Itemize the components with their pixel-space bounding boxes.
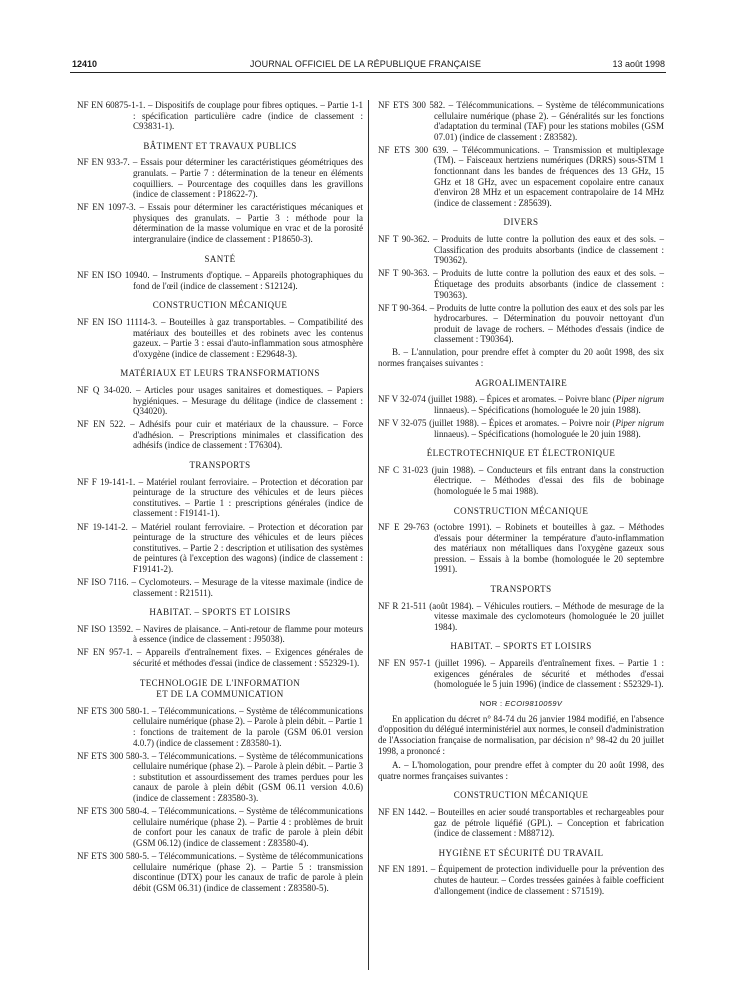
- standard-description: – Épices et aromates. – Poivre blanc (Piper nigrum linnaeus). – Spécifications (homologuée le 20 juin 1988).: [434, 394, 664, 415]
- section-heading: ÉLECTROTECHNIQUE ET ÉLECTRONIQUE: [426, 448, 616, 459]
- standard-entry: [378, 658, 664, 690]
- standard-description: – Articles pour usages sanitaires et domestiques. – Papiers hygiéniques. – Mesurage du délitage (indice de classement : Q34020).: [131, 384, 363, 417]
- standard-code: NF T 90-362.: [378, 234, 430, 245]
- standard-description: – Conducteurs et fils entrant dans la construction électrique. – Méthodes d'essai des fils de bobinage (homologuée le 5 mai 1988).: [434, 464, 664, 496]
- standard-code: NF ETS 300 580-3.: [77, 750, 150, 761]
- standard-entry: [77, 577, 363, 598]
- section-heading: TRANSPORTS: [490, 584, 552, 595]
- standard-entry: [77, 706, 363, 748]
- page-number: 12410: [72, 59, 98, 69]
- standard-code: NF ISO 13592.: [77, 623, 134, 634]
- journal-title: JOURNAL OFFICIEL DE LA RÉPUBLIQUE FRANÇAISE: [249, 59, 482, 69]
- nor-reference: [378, 699, 664, 708]
- section-heading: MATÉRIAUX ET LEURS TRANSFORMATIONS: [120, 368, 320, 379]
- standard-entry: [378, 864, 664, 896]
- section-heading: SANTÉ: [204, 253, 236, 264]
- standard-code: NF ETS 300 580-5.: [77, 851, 150, 862]
- standard-entry: [77, 157, 363, 199]
- section-heading: ET DE LA COMMUNICATION: [156, 689, 284, 700]
- standard-entry: [378, 145, 664, 209]
- standard-description: – Instruments d'optique. – Appareils photographiques du fond de l'œil (indice de classement : S12124).: [133, 270, 363, 291]
- standard-description: – Adhésifs pour cuir et matériaux de la chaussure. – Force d'adhésion. – Prescriptions minimales et classification des adhésifs (indice de classement : T76304).: [125, 419, 363, 451]
- standard-entry: [77, 270, 363, 291]
- left-column: [77, 100, 363, 896]
- standard-code: NF EN 1097-3.: [77, 202, 136, 213]
- standard-code: NF EN 522.: [77, 419, 126, 430]
- standard-entry: [77, 522, 363, 575]
- standard-description: – Télécommunications. – Système de télécommunications cellulaire numérique (phase 2). – Généralités sur les fonctions d'adaptation du terminal (TAF) pour les stations mobiles (GSM 07.01) (indice de classement : Z83582).: [434, 100, 664, 142]
- section-heading: HYGIÈNE ET SÉCURITÉ DU TRAVAIL: [438, 847, 604, 858]
- standard-description: – Épices et aromates. – Poivre noir (Piper nigrum linnaeus). – Spécifications (homologuée le 20 juin 1988).: [434, 417, 665, 439]
- standard-description: – Véhicules routiers. – Méthode de mesurage de la vitesse maximale des cyclomoteurs (homologuée le 20 juillet 1984).: [434, 600, 664, 632]
- standard-entry: [378, 465, 664, 497]
- standard-description: – Cyclomoteurs. – Mesurage de la vitesse maximale (indice de classement : R21511).: [128, 576, 363, 598]
- standard-description: – Télécommunications. – Système de télécommunications cellulaire numérique (phase 2). – Partie 5 : transmission discontinue (DTX) pour les canaux de trafic de parole à plein débit (GSM 06.31) (indice de classement : Z83580-5).: [133, 851, 363, 893]
- issue-date: 13 août 1998: [612, 59, 665, 69]
- standard-description: – Produits de lutte contre la pollution des eaux et des sols. – Étiquetage des produits absorbants (indice de classement : T90363).: [429, 268, 664, 300]
- paragraph: A. – L'homologation, pour prendre effet à compter du 20 août 1998, des quatre normes françaises suivantes :: [378, 760, 664, 781]
- standard-entry: [77, 419, 363, 451]
- standard-code: NF EN 1442.: [378, 806, 428, 817]
- standard-description: – Matériel roulant ferroviaire. – Protection et décoration par peinturage de la structure des véhicules et de leurs pièces constitutives. – Partie 1 : prescriptions générales (indice de classement : F19141-1).: [133, 476, 363, 519]
- paragraph: En application du décret n° 84-74 du 26 janvier 1984 modifié, en l'absence d'opposition du délégué interministériel aux normes, le conseil d'administration de l'Association française de normalisation, par décision n° 98-42 du 20 juillet 1998, a prononcé :: [378, 713, 664, 756]
- standard-description: – Bouteilles à gaz transportables. – Compatibilité des matériaux des bouteilles et des robinets avec les contenus gazeux. – Partie 3 : essai d'auto-inflammation sous atmosphère d'oxygène (indice de classement : E29648-3).: [133, 317, 363, 359]
- standard-entry: [77, 624, 363, 645]
- standard-code: NF ETS 300 580-1.: [77, 705, 150, 716]
- standard-code: NF EN ISO 11114-3.: [77, 317, 158, 327]
- header-rule: [70, 72, 666, 73]
- section-heading: CONSTRUCTION MÉCANIQUE: [453, 505, 589, 516]
- standard-entry: [77, 851, 363, 893]
- standard-entry: [378, 522, 664, 575]
- standard-entry: [77, 806, 363, 848]
- standard-code: NF EN 933-7.: [77, 157, 130, 168]
- standard-code: NF Q 34-020.: [77, 384, 132, 395]
- standard-description: – Matériel roulant ferroviaire. – Protection et décoration par peinturage de la structure des véhicules et de leurs pièces constitutives. – Partie 2 : description et utilisation des systèmes de peintures (à l'exception des wagons) (indice de classement : F19141-2).: [127, 521, 363, 574]
- standard-description: – Bouteilles en acier soudé transportables et rechargeables pour gaz de pétrole liquéfié (GPL). – Conception et fabrication (indice de classement : M88712).: [427, 806, 664, 839]
- paragraph: B. – L'annulation, pour prendre effet à compter du 20 août 1998, des six normes françaises suivantes :: [378, 347, 664, 369]
- standard-code: NF ETS 300 639.: [378, 144, 449, 155]
- standard-description: – Télécommunications. – Transmission et multiplexage (TM). – Faisceaux hertziens numériques (DRRS) sous-STM 1 fonctionnant dans les bandes de fréquences des 13 GHz, 15 GHz et 18 GHz, avec un espacement copolaire entre canaux d'environ 28 MHz et un espacement contrapolaire de 14 MHz (indice de classement : Z85639).: [434, 144, 664, 208]
- standard-code: NF V 32-075 (juillet 1988).: [378, 417, 479, 428]
- section-heading: HABITAT. – SPORTS ET LOISIRS: [149, 607, 291, 618]
- standard-description: – Dispositifs de couplage pour fibres optiques. – Partie 1-1 : spécification particulière cadre (indice de classement : C93831-1).: [133, 100, 363, 132]
- standard-entry: [378, 268, 664, 300]
- standard-entry: [378, 303, 664, 345]
- standard-code: NF EN 957-1 (juillet 1996).: [378, 658, 487, 669]
- nor-value: ECOI9810059V: [504, 698, 563, 708]
- nor-label: NOR :: [479, 698, 505, 708]
- standard-code: NF ETS 300 580-4.: [77, 806, 150, 817]
- standard-entry: [77, 100, 363, 132]
- standard-description: – Appareils d'entraînement fixes. – Exigences générales de sécurité et méthodes d'essai (indice de classement : S52329-1).: [132, 647, 364, 669]
- standard-code: NF EN 1891.: [378, 864, 428, 875]
- standard-entry: [378, 234, 664, 266]
- standard-entry: [77, 317, 363, 359]
- column-separator: [368, 100, 369, 970]
- standard-entry: [378, 418, 664, 439]
- standard-code: NF V 32-074 (juillet 1988).: [378, 394, 478, 405]
- standard-description: – Essais pour déterminer les caractéristiques géométriques des granulats. – Partie 7 : détermination de la teneur en éléments coquilliers. – Pourcentage des coquilles dans les gravillons (indice de classement : P18622-7).: [129, 157, 363, 200]
- standard-entry: [77, 385, 363, 417]
- section-heading: HABITAT. – SPORTS ET LOISIRS: [450, 641, 592, 652]
- standard-entry: [77, 202, 363, 244]
- standard-description: – Produits de lutte contre la pollution des eaux et des sols par les hydrocarbures. – Détermination du pouvoir nettoyant d'un produit de lavage de rochers. – Méthodes d'essais (indice de classement : T90364).: [427, 302, 664, 345]
- standard-description: – Appareils d'entraînement fixes. – Partie 1 : exigences générales de sécurité et méthodes d'essai (homologuée le 5 juin 1996) (indice de classement : S52329-1).: [434, 658, 664, 690]
- right-column: [378, 100, 664, 899]
- standard-entry: [77, 477, 363, 519]
- standard-code: NF R 21-511 (août 1984).: [378, 600, 474, 611]
- standard-description: – Produits de lutte contre la pollution des eaux et des sols. – Classification des produits absorbants (indice de classement : T90362).: [429, 234, 664, 266]
- standard-description: – Télécommunications. – Système de télécommunications cellulaire numérique (phase 2). – Partie 4 : problèmes de bruit de confort pour les canaux de trafic de parole à plein débit (GSM 06.12) (indice de classement : Z83580-4).: [133, 806, 363, 848]
- section-heading: TECHNOLOGIE DE L'INFORMATION: [139, 677, 301, 688]
- section-heading: TRANSPORTS: [189, 460, 251, 471]
- standard-code: NF EN 60875-1-1.: [77, 100, 146, 110]
- standard-code: NF T 90-363.: [378, 268, 430, 279]
- standard-entry: [378, 601, 664, 633]
- standard-code: NF EN ISO 10940.: [77, 270, 150, 281]
- standard-code: NF T 90-364.: [378, 302, 428, 313]
- section-heading: BÂTIMENT ET TRAVAUX PUBLICS: [143, 140, 297, 151]
- standard-description: – Essais pour déterminer les caractéristiques mécaniques et physiques des granulats. – Partie 3 : méthode pour la détermination de la masse volumique en vrac et de la porosité intergranulaire (indice de classement : P18650-3).: [133, 202, 364, 245]
- page-header: [0, 0, 731, 74]
- standard-code: NF EN 957-1.: [77, 647, 133, 658]
- standard-code: NF ETS 300 582.: [378, 100, 446, 110]
- standard-entry: [77, 647, 363, 668]
- standard-code: NF F 19-141-1.: [77, 476, 136, 487]
- standard-entry: [378, 100, 664, 142]
- section-heading: AGROALIMENTAIRE: [474, 377, 568, 388]
- standard-description: – Télécommunications. – Système de télécommunications cellulaire numérique (phase 2). – Parole à plein débit. – Partie 3 : substitution et assourdissement des trames perdues pour les canaux de parole à plein débit (GSM 06.11 version 4.0.6) (indice de classement : Z83580-3).: [133, 750, 363, 804]
- standard-description: – Équipement de protection individuelle pour la prévention des chutes de hauteur. – Cordes tressées gainées à faible coefficient d'allongement (indice de classement : S71519).: [427, 864, 664, 896]
- standard-code: NF E 29-763 (octobre 1991).: [378, 522, 492, 533]
- standard-description: – Télécommunications. – Système de télécommunications cellulaire numérique (phase 2). – Parole à plein débit. – Partie 1 : fonctions de traitement de la parole (GSM 06.01 version 4.0.7) (indice de classement : Z83580-1).: [133, 705, 363, 748]
- standard-description: – Navires de plaisance. – Anti-retour de flamme pour moteurs à essence (indice de classement : J95038).: [133, 623, 363, 645]
- section-heading: DIVERS: [503, 217, 539, 228]
- standard-description: – Robinets et bouteilles à gaz. – Méthodes d'essais pour déterminer la température d'auto-inflammation des matériaux non métalliques dans l'oxygène gazeux sous pression. – Essais à la bombe (homologuée le 20 septembre 1991).: [434, 522, 665, 575]
- section-heading: CONSTRUCTION MÉCANIQUE: [453, 790, 589, 801]
- standard-entry: [378, 394, 664, 415]
- standard-code: NF ISO 7116.: [77, 576, 129, 587]
- standard-entry: [77, 751, 363, 804]
- standard-code: NF 19-141-2.: [77, 521, 128, 532]
- standard-code: NF C 31-023 (juin 1988).: [378, 464, 476, 475]
- standard-entry: [378, 807, 664, 839]
- section-heading: CONSTRUCTION MÉCANIQUE: [152, 300, 288, 311]
